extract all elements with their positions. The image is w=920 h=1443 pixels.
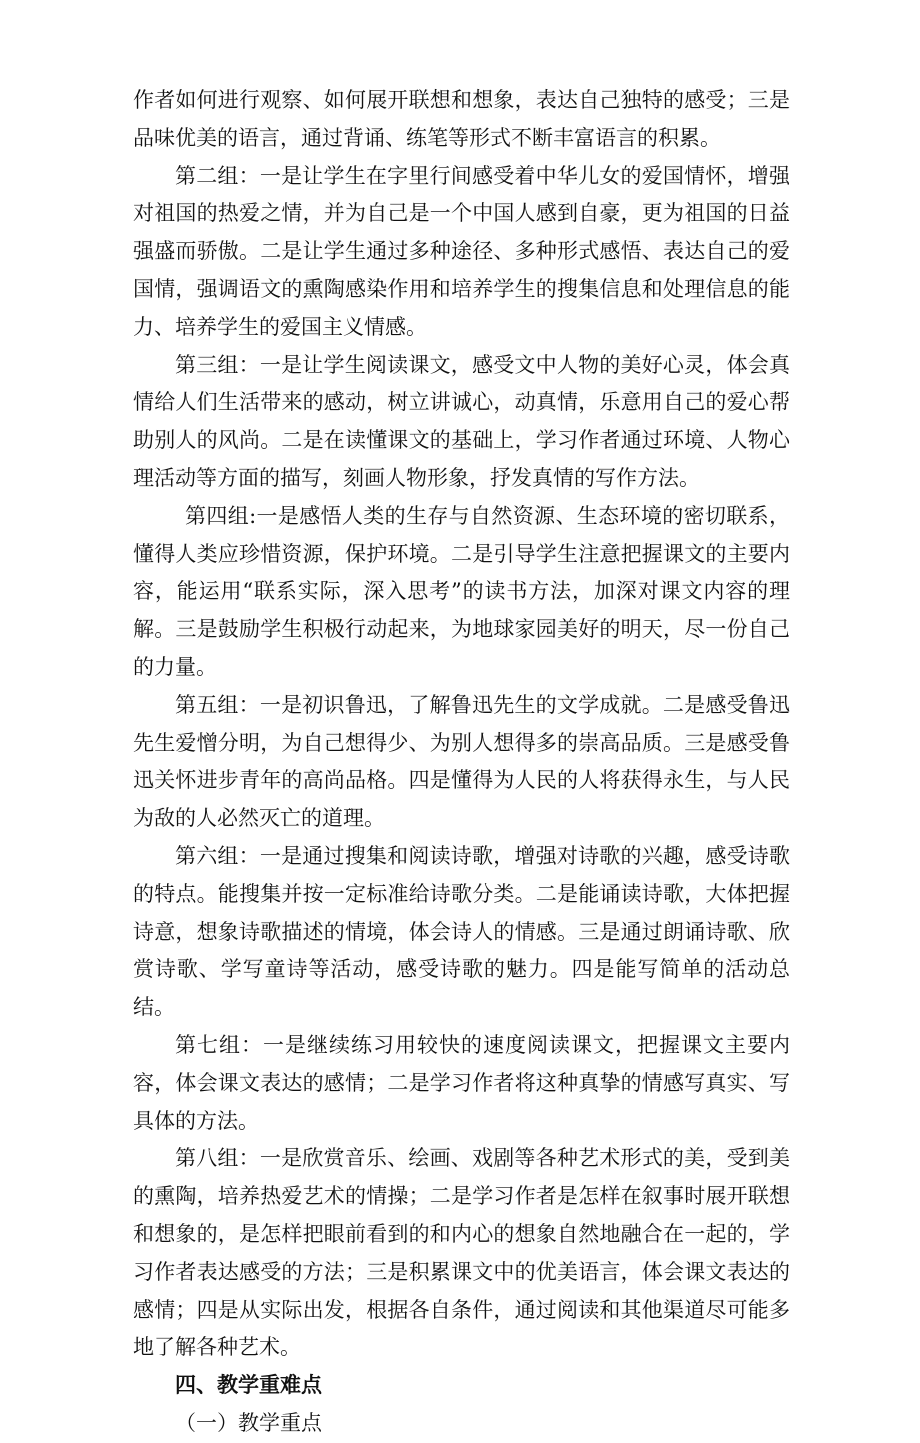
- paragraph-group-4: 第四组:一是感悟人类的生存与自然资源、生态环境的密切联系，懂得人类应珍惜资源，保护环境。二是引导学生注意把握课文的主要内容，能运用“联系实际，深入思考”的读书方法，加深对课文内容的理解。三是鼓励学生积极行动起来，为地球家园美好的明天，尽一份自己的力量。: [133, 503, 790, 679]
- document-page: [133, 82, 790, 1443]
- subsection-heading: （一）教学重点: [175, 1410, 322, 1435]
- paragraph-group-5: 第五组：一是初识鲁迅，了解鲁迅先生的文学成就。二是感受鲁迅先生爱憎分明，为自己想得少、为别人想得多的崇高品质。三是感受鲁迅关怀进步青年的高尚品格。四是懂得为人民的人将获得永生，与人民为敌的人必然灭亡的道理。: [133, 692, 790, 831]
- paragraph-group-6: 第六组：一是通过搜集和阅读诗歌，增强对诗歌的兴趣，感受诗歌的特点。能搜集并按一定标准给诗歌分类。二是能诵读诗歌，大体把握诗意，想象诗歌描述的情境，体会诗人的情感。三是通过朗诵诗歌、欣赏诗歌、学写童诗等活动，感受诗歌的魅力。四是能写简单的活动总结。: [133, 843, 790, 1020]
- paragraph-group-3: 第三组：一是让学生阅读课文，感受文中人物的美好心灵，体会真情给人们生活带来的感动，树立讲诚心，动真情，乐意用自己的爱心帮助别人的风尚。二是在读懂课文的基础上，学习作者通过环境、人物心理活动等方面的描写，刻画人物形象，抒发真情的写作方法。: [133, 352, 790, 490]
- paragraph-continuation: 作者如何进行观察、如何展开联想和想象，表达自己独特的感受；三是品味优美的语言，通过背诵、练笔等形式不断丰富语言的积累。: [133, 88, 790, 150]
- paragraph-group-2: 第二组：一是让学生在字里行间感受着中华儿女的爱国情怀，增强对祖国的热爱之情，并为自己是一个中国人感到自豪，更为祖国的日益强盛而骄傲。二是让学生通过多种途径、多种形式感悟、表达自己的爱国情，强调语文的熏陶感染作用和培养学生的搜集信息和处理信息的能力、培养学生的爱国主义情感。: [133, 163, 790, 339]
- paragraph-group-7: 第七组：一是继续练习用较快的速度阅读课文，把握课文主要内容，体会课文表达的感情；二是学习作者将这种真挚的情感写真实、写具体的方法。: [133, 1032, 790, 1133]
- section-heading: 四、教学重难点: [175, 1373, 322, 1398]
- paragraph-group-8: 第八组：一是欣赏音乐、绘画、戏剧等各种艺术形式的美，受到美的熏陶，培养热爱艺术的情操；二是学习作者是怎样在叙事时展开联想和想象的，是怎样把眼前看到的和内心的想象自然地融合在一起的，学习作者表达感受的方法；三是积累课文中的优美语言，体会课文表达的感情；四是从实际出发，根据各自条件，通过阅读和其他渠道尽可能多地了解各种艺术。: [133, 1146, 790, 1360]
